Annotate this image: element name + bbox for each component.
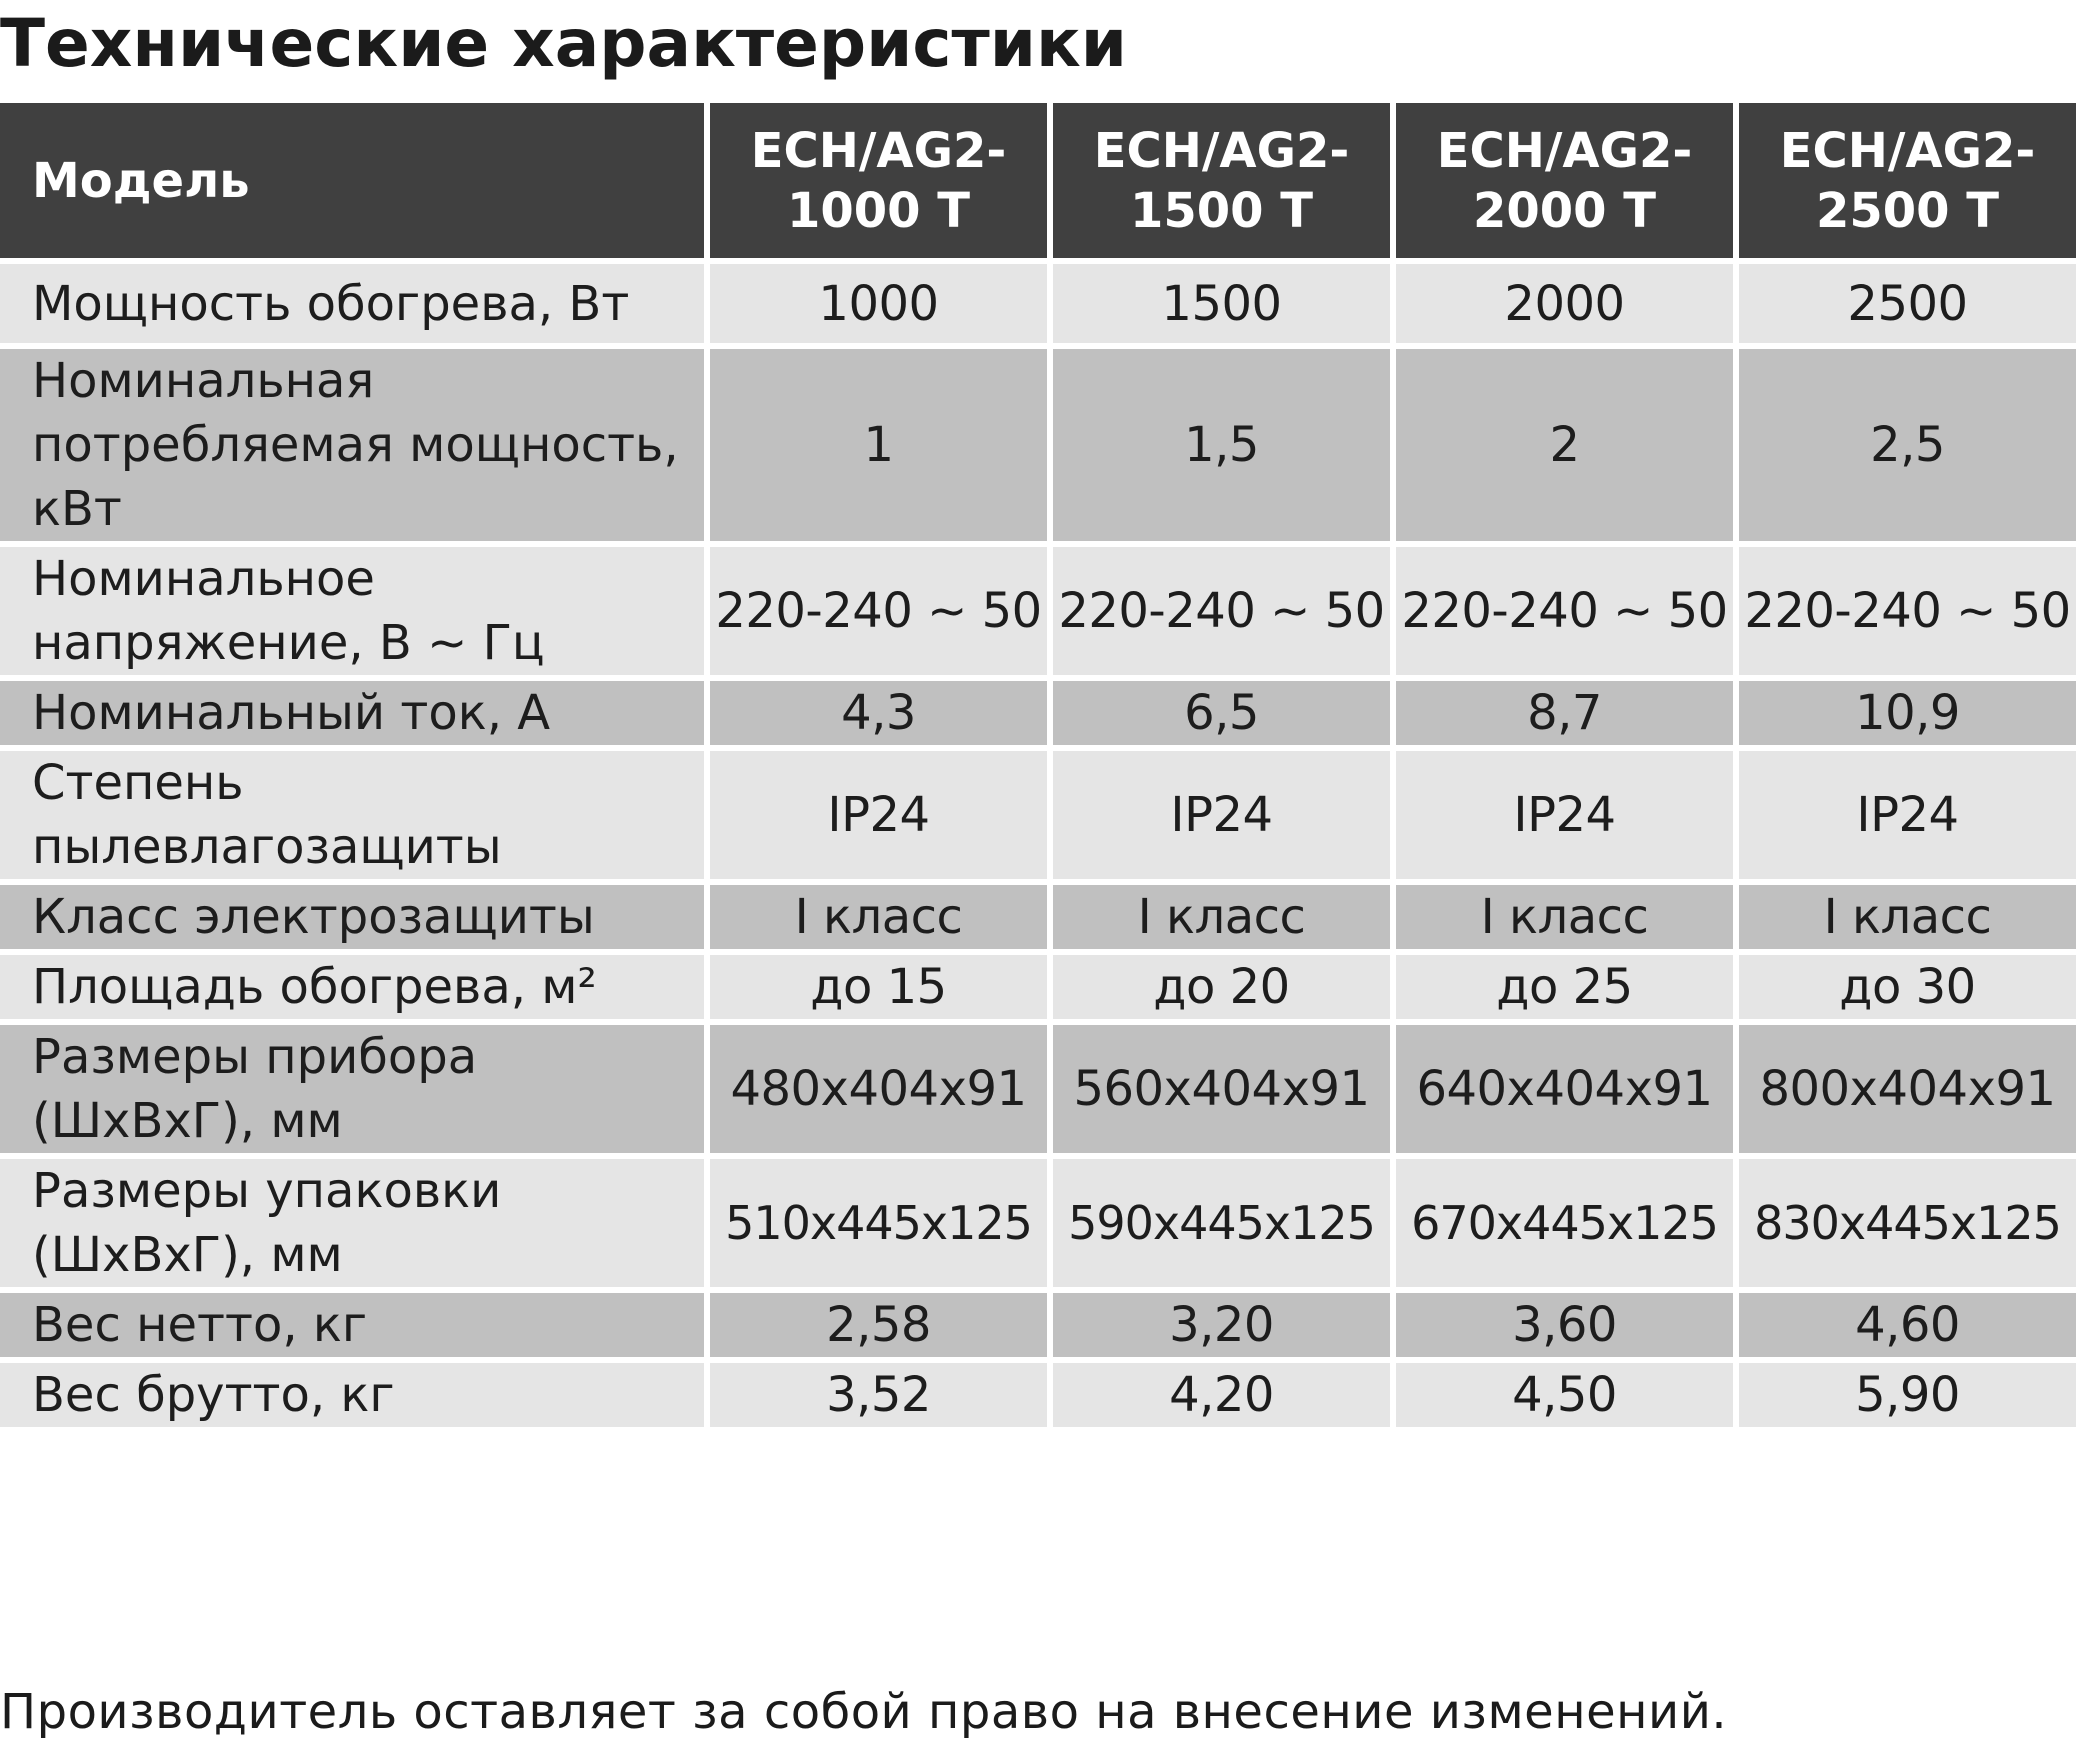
table-cell: до 20 bbox=[1053, 955, 1390, 1019]
row-rated-power-consumption bbox=[0, 349, 2076, 541]
header-model-ech-ag2-2000t: ECH/AG2- 2000 T bbox=[1396, 103, 1733, 258]
row-rated-voltage bbox=[0, 547, 2076, 675]
row-rated-current bbox=[0, 681, 2076, 745]
header-model-ech-ag2-1000t: ECH/AG2- 1000 T bbox=[710, 103, 1047, 258]
table-cell: 2,5 bbox=[1739, 349, 2076, 541]
table-cell: 510x445x125 bbox=[710, 1159, 1047, 1287]
table-cell: 640x404x91 bbox=[1396, 1025, 1733, 1153]
table-cell: 220-240 ~ 50 bbox=[1053, 547, 1390, 675]
table-cell: I класс bbox=[1396, 885, 1733, 949]
table-cell: 10,9 bbox=[1739, 681, 2076, 745]
table-cell: 1000 bbox=[710, 264, 1047, 343]
table-cell: IP24 bbox=[1053, 751, 1390, 879]
header-model-ech-ag2-1500t: ECH/AG2- 1500 T bbox=[1053, 103, 1390, 258]
header-model-ech-ag2-2500t: ECH/AG2- 2500 T bbox=[1739, 103, 2076, 258]
row-package-dimensions bbox=[0, 1159, 2076, 1287]
specifications-table bbox=[0, 97, 2076, 1433]
table-cell: IP24 bbox=[710, 751, 1047, 879]
table-cell: IP24 bbox=[1396, 751, 1733, 879]
table-cell: I класс bbox=[1739, 885, 2076, 949]
table-cell: до 15 bbox=[710, 955, 1047, 1019]
row-electrical-protection-class bbox=[0, 885, 2076, 949]
row-ingress-protection bbox=[0, 751, 2076, 879]
table-cell: 8,7 bbox=[1396, 681, 1733, 745]
table-cell: 2 bbox=[1396, 349, 1733, 541]
table-cell: 6,5 bbox=[1053, 681, 1390, 745]
table-cell: 220-240 ~ 50 bbox=[1396, 547, 1733, 675]
row-label: Вес брутто, кг bbox=[0, 1363, 704, 1427]
table-cell: I класс bbox=[1053, 885, 1390, 949]
row-label: Степень пылевлагозащиты bbox=[0, 751, 704, 879]
header-model-label: Модель bbox=[0, 103, 704, 258]
table-cell: 480x404x91 bbox=[710, 1025, 1047, 1153]
row-label: Размеры упаковки (ШхВхГ), мм bbox=[0, 1159, 704, 1287]
table-cell: 830x445x125 bbox=[1739, 1159, 2076, 1287]
row-gross-weight bbox=[0, 1363, 2076, 1427]
table-cell: 3,60 bbox=[1396, 1293, 1733, 1357]
row-label: Размеры прибора (ШхВхГ), мм bbox=[0, 1025, 704, 1153]
table-cell: 2000 bbox=[1396, 264, 1733, 343]
row-label: Класс электрозащиты bbox=[0, 885, 704, 949]
row-heating-area bbox=[0, 955, 2076, 1019]
table-cell: 560x404x91 bbox=[1053, 1025, 1390, 1153]
table-cell: до 30 bbox=[1739, 955, 2076, 1019]
table-cell: 670x445x125 bbox=[1396, 1159, 1733, 1287]
table-cell: 5,90 bbox=[1739, 1363, 2076, 1427]
row-net-weight bbox=[0, 1293, 2076, 1357]
table-cell: 1 bbox=[710, 349, 1047, 541]
row-device-dimensions bbox=[0, 1025, 2076, 1153]
table-cell: 1,5 bbox=[1053, 349, 1390, 541]
row-heating-power bbox=[0, 264, 2076, 343]
table-cell: 3,52 bbox=[710, 1363, 1047, 1427]
table-cell: 3,20 bbox=[1053, 1293, 1390, 1357]
table-cell: 4,3 bbox=[710, 681, 1047, 745]
page-title: Технические характеристики bbox=[0, 5, 1128, 82]
row-label: Площадь обогрева, м² bbox=[0, 955, 704, 1019]
row-label: Номинальное напряжение, В ~ Гц bbox=[0, 547, 704, 675]
footnote-disclaimer: Производитель оставляет за собой право на внесение изменений. bbox=[0, 1684, 1728, 1740]
row-label: Номинальная потребляемая мощность, кВт bbox=[0, 349, 704, 541]
table-cell: 220-240 ~ 50 bbox=[1739, 547, 2076, 675]
table-cell: 4,20 bbox=[1053, 1363, 1390, 1427]
table-cell: 2500 bbox=[1739, 264, 2076, 343]
table-cell: 4,50 bbox=[1396, 1363, 1733, 1427]
table-cell: 800x404x91 bbox=[1739, 1025, 2076, 1153]
row-label: Номинальный ток, А bbox=[0, 681, 704, 745]
table-cell: 4,60 bbox=[1739, 1293, 2076, 1357]
table-cell: I класс bbox=[710, 885, 1047, 949]
table-cell: 1500 bbox=[1053, 264, 1390, 343]
table-header-row bbox=[0, 103, 2076, 258]
table-cell: 220-240 ~ 50 bbox=[710, 547, 1047, 675]
table-cell: 590x445x125 bbox=[1053, 1159, 1390, 1287]
row-label: Вес нетто, кг bbox=[0, 1293, 704, 1357]
table-cell: IP24 bbox=[1739, 751, 2076, 879]
table-cell: до 25 bbox=[1396, 955, 1733, 1019]
row-label: Мощность обогрева, Вт bbox=[0, 264, 704, 343]
table-cell: 2,58 bbox=[710, 1293, 1047, 1357]
